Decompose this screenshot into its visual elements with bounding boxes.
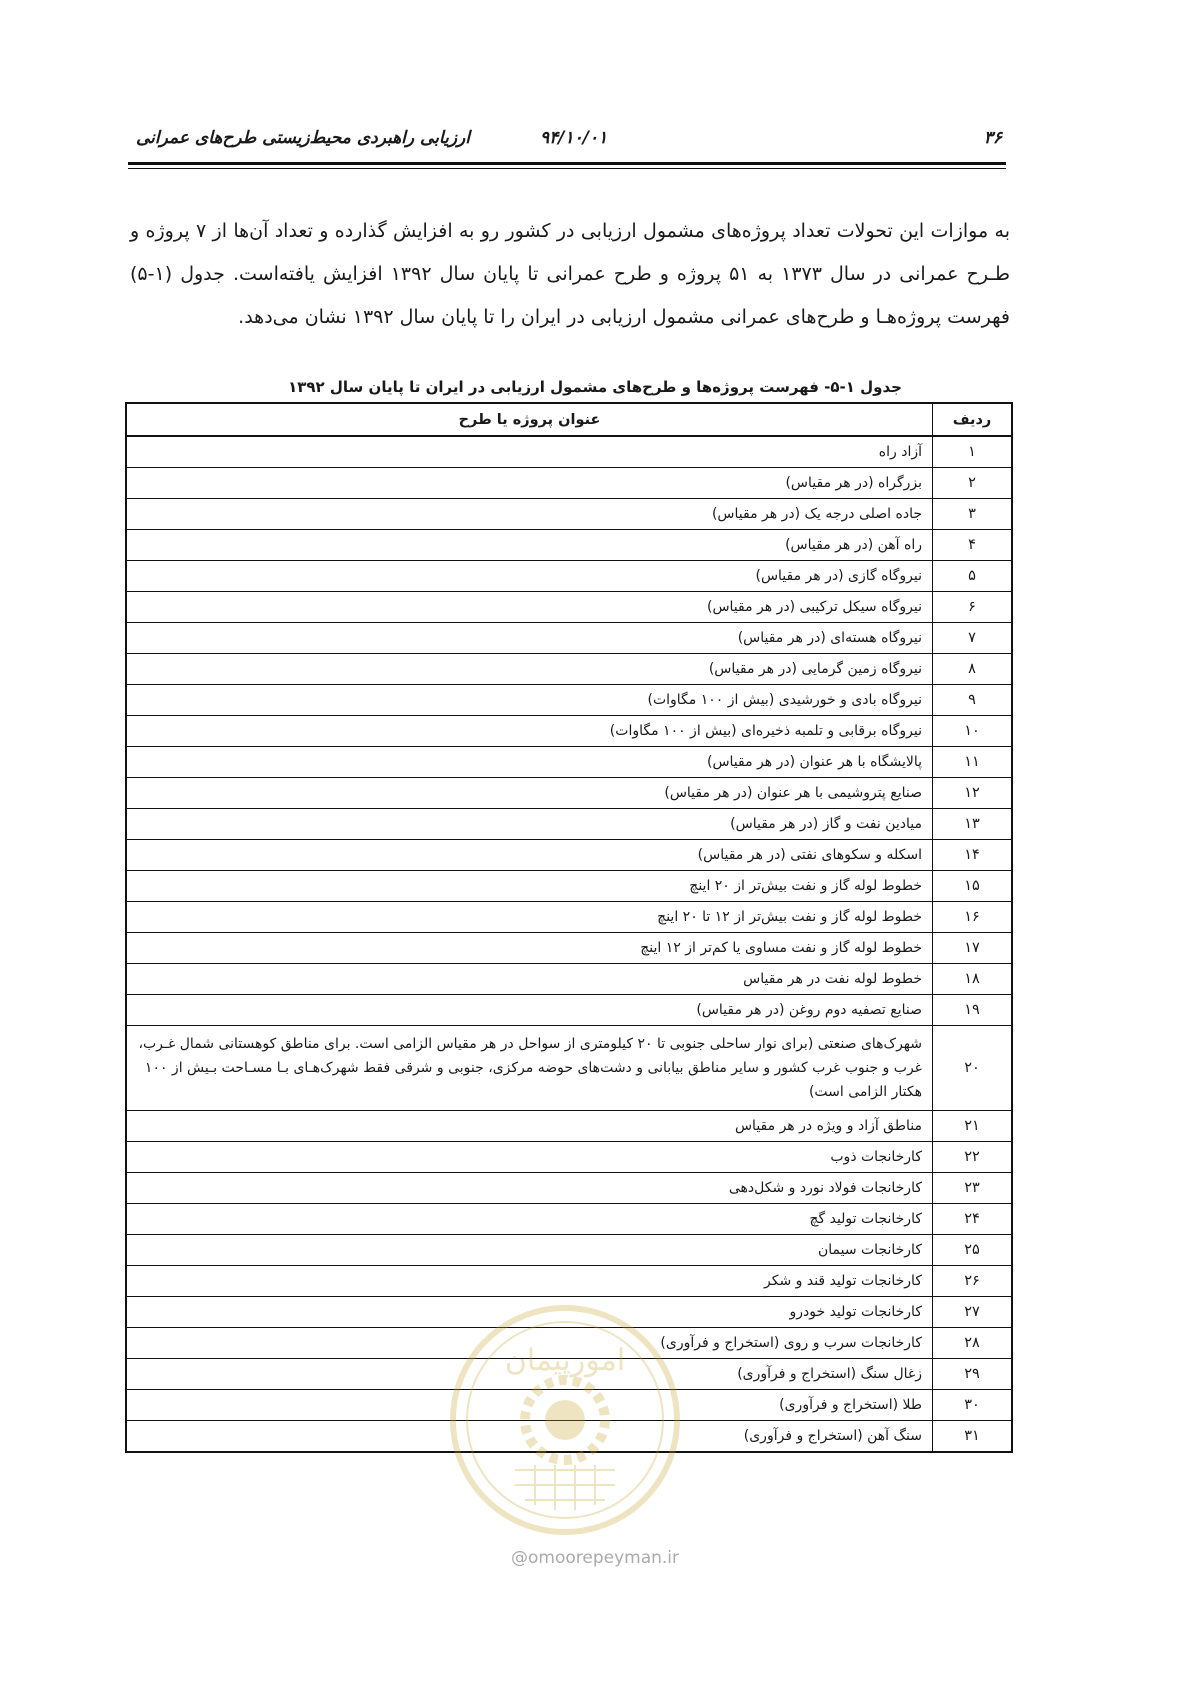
row-number: ۱ bbox=[933, 436, 1013, 468]
table-row bbox=[126, 685, 1012, 716]
row-number: ۲۴ bbox=[933, 1204, 1013, 1235]
page-number: ۳۶ bbox=[983, 128, 1002, 148]
column-header-row-number: ردیف bbox=[933, 403, 1013, 436]
project-title: نیروگاه بادی و خورشیدی (بیش از ۱۰۰ مگاوات) bbox=[126, 685, 933, 716]
project-title: شهرک‌های صنعتی (برای نوار ساحلی جنوبی تا ۲۰ کیلومتری از سواحل در هر مقیاس الزامی است. برای مناطق کوهستانی شمال غـرب، غرب و جنوب غرب کشور و سایر مناطق بیابانی و دشت‌های حوضه مرکزی، جنوبی و شرقی فقط شهرک‌هـای بـا مسـاحت بـیش از ۱۰۰ هکتار الزامی است) bbox=[126, 1026, 933, 1111]
project-title: بزرگراه (در هر مقیاس) bbox=[126, 468, 933, 499]
watermark-site: @omoorepeyman.ir bbox=[510, 1548, 680, 1568]
table-header-row bbox=[126, 403, 1012, 436]
project-title: صنایع تصفیه دوم روغن (در هر مقیاس) bbox=[126, 995, 933, 1026]
project-title: طلا (استخراج و فرآوری) bbox=[126, 1390, 933, 1421]
project-title: راه آهن (در هر مقیاس) bbox=[126, 530, 933, 561]
row-number: ۱۳ bbox=[933, 809, 1013, 840]
column-header-title: عنوان پروژه یا طرح bbox=[126, 403, 933, 436]
project-title: جاده اصلی درجه یک (در هر مقیاس) bbox=[126, 499, 933, 530]
table-row bbox=[126, 747, 1012, 778]
row-number: ۲ bbox=[933, 468, 1013, 499]
row-number: ۱۹ bbox=[933, 995, 1013, 1026]
row-number: ۱۶ bbox=[933, 902, 1013, 933]
row-number: ۲۳ bbox=[933, 1173, 1013, 1204]
project-title: نیروگاه سیکل ترکیبی (در هر مقیاس) bbox=[126, 592, 933, 623]
row-number: ۹ bbox=[933, 685, 1013, 716]
table-row bbox=[126, 778, 1012, 809]
table-row bbox=[126, 530, 1012, 561]
table-row bbox=[126, 468, 1012, 499]
table-row bbox=[126, 840, 1012, 871]
table-row bbox=[126, 1204, 1012, 1235]
watermark-logo bbox=[445, 1300, 685, 1540]
project-title: خطوط لوله گاز و نفت مساوی یا کم‌تر از ۱۲ اینچ bbox=[126, 933, 933, 964]
table-row bbox=[126, 1235, 1012, 1266]
table-row bbox=[126, 623, 1012, 654]
table-row bbox=[126, 654, 1012, 685]
table-row bbox=[126, 436, 1012, 468]
project-title: پالایشگاه با هر عنوان (در هر مقیاس) bbox=[126, 747, 933, 778]
project-title: زغال سنگ (استخراج و فرآوری) bbox=[126, 1359, 933, 1390]
project-title: صنایع پتروشیمی با هر عنوان (در هر مقیاس) bbox=[126, 778, 933, 809]
header-rule-thin bbox=[128, 168, 1006, 169]
book-title: ارزیابی راهبردی محیط‌زیستی طرح‌های عمرانی bbox=[136, 128, 470, 148]
row-number: ۲۱ bbox=[933, 1111, 1013, 1142]
row-number: ۱۱ bbox=[933, 747, 1013, 778]
project-title: نیروگاه گازی (در هر مقیاس) bbox=[126, 561, 933, 592]
watermark-logo-text: امورپیمان bbox=[504, 1343, 626, 1378]
project-title: خطوط لوله گاز و نفت بیش‌تر از ۱۲ تا ۲۰ اینچ bbox=[126, 902, 933, 933]
row-number: ۷ bbox=[933, 623, 1013, 654]
table-row bbox=[126, 561, 1012, 592]
table-row bbox=[126, 1111, 1012, 1142]
table-row bbox=[126, 1266, 1012, 1297]
project-title: کارخانجات تولید خودرو bbox=[126, 1297, 933, 1328]
row-number: ۸ bbox=[933, 654, 1013, 685]
table-row bbox=[126, 871, 1012, 902]
project-title: میادین نفت و گاز (در هر مقیاس) bbox=[126, 809, 933, 840]
row-number: ۲۰ bbox=[933, 1026, 1013, 1111]
row-number: ۱۷ bbox=[933, 933, 1013, 964]
row-number: ۵ bbox=[933, 561, 1013, 592]
row-number: ۱۴ bbox=[933, 840, 1013, 871]
header-date: ۹۴/۱۰/۰۱ bbox=[540, 128, 608, 148]
table-row bbox=[126, 716, 1012, 747]
row-number: ۱۲ bbox=[933, 778, 1013, 809]
project-title: خطوط لوله نفت در هر مقیاس bbox=[126, 964, 933, 995]
project-title: کارخانجات سیمان bbox=[126, 1235, 933, 1266]
table-row bbox=[126, 809, 1012, 840]
project-title: مناطق آزاد و ویژه در هر مقیاس bbox=[126, 1111, 933, 1142]
row-number: ۲۲ bbox=[933, 1142, 1013, 1173]
table-row bbox=[126, 933, 1012, 964]
row-number: ۲۷ bbox=[933, 1297, 1013, 1328]
row-number: ۲۸ bbox=[933, 1328, 1013, 1359]
row-number: ۲۹ bbox=[933, 1359, 1013, 1390]
project-title: کارخانجات تولید قند و شکر bbox=[126, 1266, 933, 1297]
table-row bbox=[126, 964, 1012, 995]
project-title: اسکله و سکوهای نفتی (در هر مقیاس) bbox=[126, 840, 933, 871]
project-title: کارخانجات فولاد نورد و شکل‌دهی bbox=[126, 1173, 933, 1204]
row-number: ۳ bbox=[933, 499, 1013, 530]
intro-paragraph: به موازات این تحولات تعداد پروژه‌های مشمول ارزیابی در کشور رو به افزایش گذارده و تعداد آن‌ها از ۷ پروژه و طـرح عمرانی در سال ۱۳۷۳ به ۵۱ پروژه و طرح عمرانی تا پایان سال ۱۳۹۲ افزایش یافته‌است. جدول (۱-۵) فهرست پروژه‌هـا و طرح‌های عمرانی مشمول ارزیابی در ایران را تا پایان سال ۱۳۹۲ نشان می‌دهد. bbox=[130, 220, 1010, 328]
row-number: ۴ bbox=[933, 530, 1013, 561]
projects-table bbox=[125, 402, 1013, 1453]
project-title: سنگ آهن (استخراج و فرآوری) bbox=[126, 1421, 933, 1453]
row-number: ۲۶ bbox=[933, 1266, 1013, 1297]
table-row bbox=[126, 1026, 1012, 1111]
project-title: نیروگاه هسته‌ای (در هر مقیاس) bbox=[126, 623, 933, 654]
table-row bbox=[126, 499, 1012, 530]
header-rule-thick bbox=[128, 162, 1006, 165]
project-title: کارخانجات ذوب bbox=[126, 1142, 933, 1173]
row-number: ۱۵ bbox=[933, 871, 1013, 902]
project-title: کارخانجات سرب و روی (استخراج و فرآوری) bbox=[126, 1328, 933, 1359]
project-title: خطوط لوله گاز و نفت بیش‌تر از ۲۰ اینچ bbox=[126, 871, 933, 902]
row-number: ۶ bbox=[933, 592, 1013, 623]
table-row bbox=[126, 1173, 1012, 1204]
row-number: ۳۰ bbox=[933, 1390, 1013, 1421]
row-number: ۱۰ bbox=[933, 716, 1013, 747]
project-title: نیروگاه زمین گرمایی (در هر مقیاس) bbox=[126, 654, 933, 685]
table-row bbox=[126, 592, 1012, 623]
row-number: ۳۱ bbox=[933, 1421, 1013, 1453]
table-caption: جدول ۱-۵- فهرست پروژه‌ها و طرح‌های مشمول ارزیابی در ایران تا پایان سال ۱۳۹۲ bbox=[288, 378, 902, 396]
page-header bbox=[128, 120, 1006, 160]
row-number: ۱۸ bbox=[933, 964, 1013, 995]
table-row bbox=[126, 1142, 1012, 1173]
table-row bbox=[126, 995, 1012, 1026]
project-title: آزاد راه bbox=[126, 436, 933, 468]
project-title: نیروگاه برقابی و تلمبه ذخیره‌ای (بیش از ۱۰۰ مگاوات) bbox=[126, 716, 933, 747]
project-title: کارخانجات تولید گچ bbox=[126, 1204, 933, 1235]
table-row bbox=[126, 902, 1012, 933]
row-number: ۲۵ bbox=[933, 1235, 1013, 1266]
